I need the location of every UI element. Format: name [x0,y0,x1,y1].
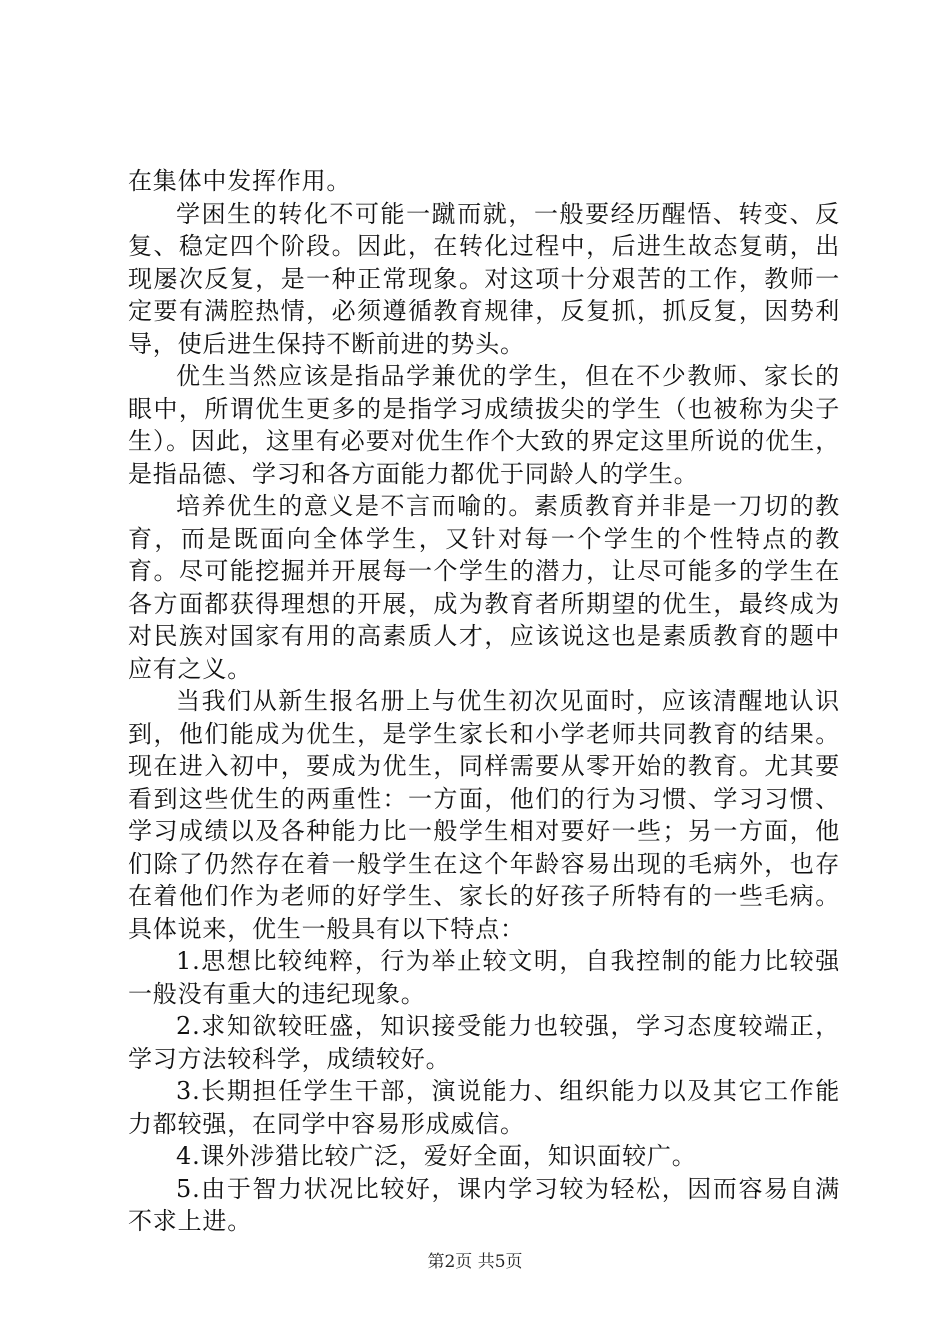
list-item-4: 4.课外涉猎比较广泛，爱好全面，知识面较广。 [176,1142,697,1170]
paragraph-5: 当我们从新生报名册上与优生初次见面时，应该清醒地认识到，他们能成为优生，是学生家长和小学老师共同教育的结果。现在进入初中，要成为优生，同样需要从零开始的教育。尤其要看到这些优生的两重性：一方面，他们的行为习惯、学习习惯、学习成绩以及各种能力比一般学生相对要好一些；另一方面，他们除了仍然存在着一般学生在这个年龄容易出现的毛病外，也存在着他们作为老师的好学生、家长的好孩子所特有的一些毛病。具体说来，优生一般具有以下特点： [128,687,840,943]
document-body [128,165,840,1238]
page-footer [0,1247,950,1272]
paragraph-3: 优生当然应该是指品学兼优的学生，但在不少教师、家长的眼中，所谓优生更多的是指学习成绩拔尖的学生（也被称为尖子生）。因此，这里有必要对优生作个大致的界定这里所说的优生，是指品德、学习和各方面能力都优于同龄人的学生。 [128,362,840,488]
list-item-1: 1.思想比较纯粹，行为举止较文明，自我控制的能力比较强一般没有重大的违纪现象。 [128,947,840,1008]
page-number: 第2页 共5页 [427,1252,523,1272]
list-item-5: 5.由于智力状况比较好，课内学习较为轻松，因而容易自满不求上进。 [128,1174,840,1235]
paragraph-1: 在集体中发挥作用。 [128,167,352,195]
paragraph-2: 学困生的转化不可能一蹴而就，一般要经历醒悟、转变、反复、稳定四个阶段。因此，在转化过程中，后进生故态复萌，出现屡次反复，是一种正常现象。对这项十分艰苦的工作，教师一定要有满腔热情，必须遵循教育规律，反复抓，抓反复，因势利导，使后进生保持不断前进的势头。 [128,199,840,358]
list-item-3: 3.长期担任学生干部，演说能力、组织能力以及其它工作能力都较强，在同学中容易形成威信。 [128,1077,840,1138]
list-item-2: 2.求知欲较旺盛，知识接受能力也较强，学习态度较端正，学习方法较科学，成绩较好。 [128,1012,840,1073]
paragraph-4: 培养优生的意义是不言而喻的。素质教育并非是一刀切的教育，而是既面向全体学生，又针对每一个学生的个性特点的教育。尽可能挖掘并开展每一个学生的潜力，让尽可能多的学生在各方面都获得理想的开展，成为教育者所期望的优生，最终成为对民族对国家有用的高素质人才，应该说这也是素质教育的题中应有之义。 [128,492,840,683]
